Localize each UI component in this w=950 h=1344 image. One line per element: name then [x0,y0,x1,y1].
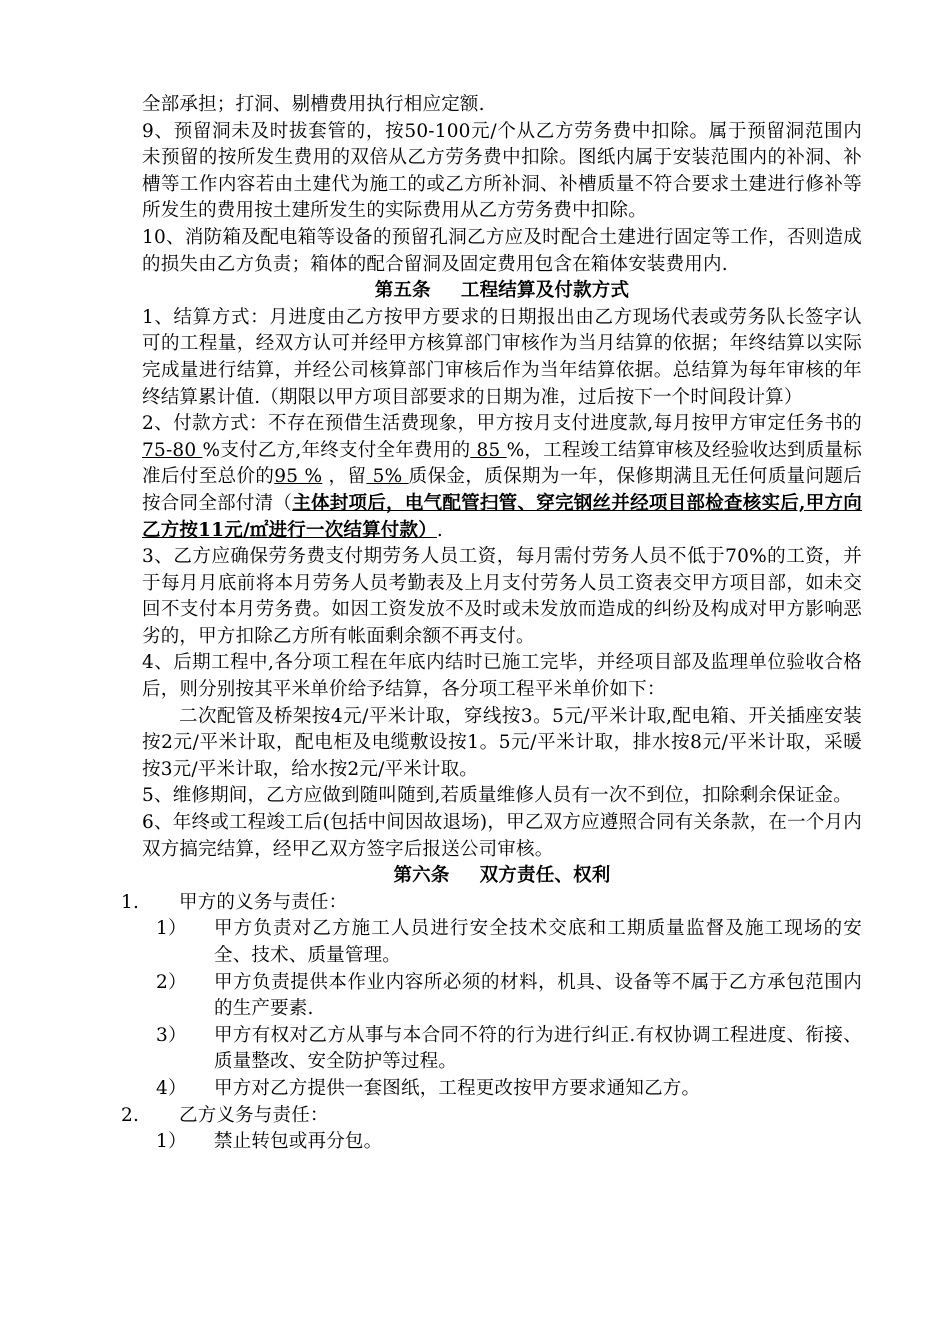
paragraph-continuation: 全部承担；打洞、剔槽费用执行相应定额. [142,94,485,115]
payment-text-c: %，工程竣工结算审核及经验收达到质量标准后付至总价的 [142,439,862,488]
maintenance-paragraph: 5、维修期间，乙方应做到随叫随到,若质量维修人员有一次不到位，扣除剩余保证金。 [142,785,852,807]
retention-percent: 5% [366,466,409,488]
section-title: 甲方的义务与责任： [179,891,348,913]
payment-text-e: 质保金，质保期为一年，保修期满且无任何质量问题后按合同全部付清（ [142,466,862,514]
list-item-number: 1） [156,1131,187,1153]
list-item-text: 甲方对乙方提供一套图纸，工程更改按甲方要求通知乙方。 [214,1077,701,1099]
payment-text-end: . [436,519,443,541]
final-payment-percent: 95 % [274,466,323,488]
list-item-number: 3） [156,1024,187,1046]
list-item-number: 1） [156,918,187,940]
section-title: 乙方义务与责任： [179,1104,329,1126]
article-6-title: 双方责任、权利 [479,865,611,887]
unit-price-paragraph: 二次配管及桥架按4元/平米计取，穿线按3。5元/平米计取,配电箱、开关插座安装按2元/平米计取，配电柜及电缆敷设按1。5元/平米计取，排水按8元/平米计取，采暖按3元/平米计取，给水按2元/平米计取。 [142,705,862,780]
article-5-heading [142,278,862,305]
progress-payment-percent: 75-80 [142,439,203,461]
payment-method-paragraph [142,411,862,544]
payment-text-b: %支付乙方,年终支付全年费用的 [202,439,471,461]
payment-text-d: ，留 [322,466,367,488]
payment-text-a: 2、付款方式：不存在预借生活费现象，甲方按月支付进度款,每月按甲方审定任务书的 [142,413,862,435]
paragraph-item-9: 9、预留洞未及时拔套管的，按50-100元/个从乙方劳务费中扣除。属于预留洞范围内未预留的按所发生费用的双倍从乙方劳务费中扣除。图纸内属于安装范围内的补洞、补槽等工作内容若由土建代为施工的或乙方所补洞、补槽质量不符合要求土建进行修补等所发生的费用按土建所发生的实际费用从乙方劳务费中扣除。 [142,120,862,222]
list-item-text: 禁止转包或再分包。 [214,1131,383,1153]
payment-bold-clause: 主体封项后，电气配管扫管、穿完钢丝并经项目部检查核实后,甲方向乙方按11元/㎡进行一次结算付款） [142,492,862,541]
list-item-number: 4） [156,1077,187,1099]
settlement-method-paragraph: 1、结算方式：月进度由乙方按甲方要求的日期报出由乙方现场代表或劳务队长签字认可的工程量，经双方认可并经甲方核算部门审核作为当月结算的依据；年终结算以实际完成量进行结算，并经公司核算部门审核后作为当年结算依据。总结算为每年审核的年终结算累计值.（期限以甲方项目部要求的日期为准，过后按下一个时间段计算） [142,306,862,408]
section-number: 2. [121,1104,140,1126]
list-item [156,1076,862,1103]
list-item [156,1023,862,1076]
article-5-number: 第五条 [374,280,431,302]
section-party-a [121,890,862,917]
list-item [156,970,862,1023]
article-6-number: 第六条 [393,865,450,887]
document-body [121,92,862,1156]
annual-payment-percent: 85 [470,439,507,461]
article-5-title: 工程结算及付款方式 [460,280,630,302]
article-6-heading [142,863,862,890]
wage-paragraph: 3、乙方应确保劳务费支付期劳务人员工资，每月需付劳务人员不低于70%的工资，并于每月月底前将本月劳务人员考勤表及上月支付劳务人员工资表交甲方项目部，如未交回不支付本月劳务费。如因工资发放不及时或未发放而造成的纠纷及构成对甲方影响恶劣的，甲方扣除乙方所有帐面剩余额不再支付。 [142,546,862,647]
final-settlement-paragraph: 6、年终或工程竣工后(包括中间因故退场)，甲乙双方应遵照合同有关条款，在一个月内双方搞完结算，经甲乙双方签字后报送公司审核。 [142,812,862,860]
paragraph-item-10: 10、消防箱及配电箱等设备的预留孔洞乙方应及时配合土建进行固定等工作，否则造成的损失由乙方负责；箱体的配合留洞及固定费用包含在箱体安装费用内. [142,226,862,275]
list-item-text: 甲方负责对乙方施工人员进行安全技术交底和工期质量监督及施工现场的安全、技术、质量管理。 [214,918,862,966]
list-item [156,916,862,969]
list-item-text: 甲方负责提供本作业内容所必须的材料，机具、设备等不属于乙方承包范围内的生产要素. [214,971,862,1020]
list-item [156,1129,862,1156]
section-party-b [121,1103,862,1130]
list-item-text: 甲方有权对乙方从事与本合同不符的行为进行纠正.有权协调工程进度、衔接、质量整改、安全防护等过程。 [214,1024,862,1073]
section-number: 1. [121,891,140,913]
later-works-paragraph: 4、后期工程中,各分项工程在年底内结时已施工完毕，并经项目部及监理单位验收合格后，则分别按其平米单价给予结算，各分项工程平米单价如下： [142,652,862,701]
list-item-number: 2） [156,971,187,993]
